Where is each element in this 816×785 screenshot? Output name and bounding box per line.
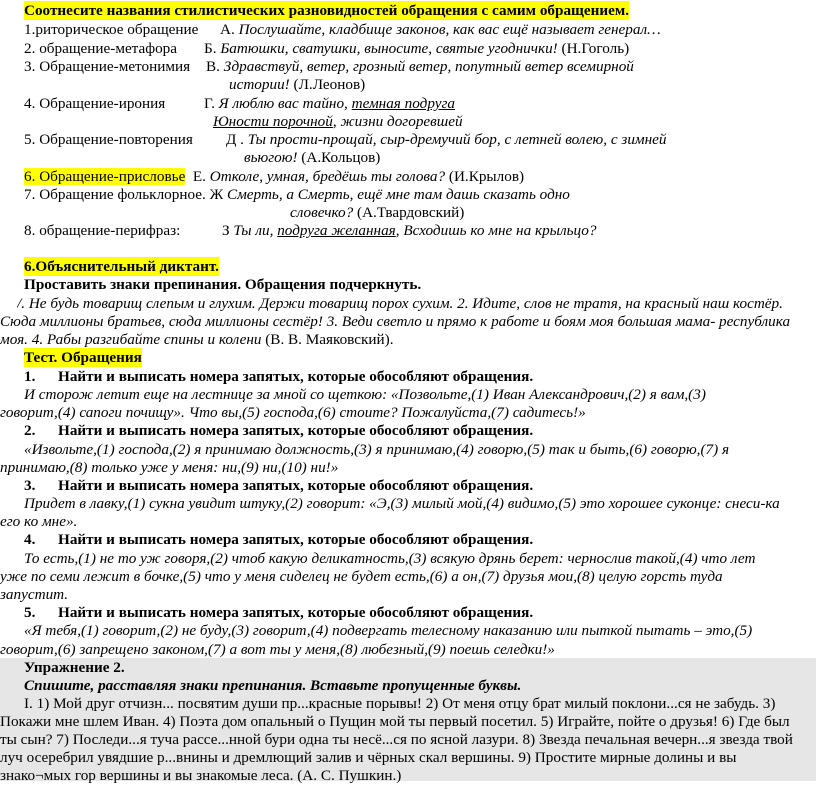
match-example: Отколе, умная, бредёшь ты голова? <box>209 168 446 185</box>
test-task-5 <box>24 603 533 622</box>
match-example: Ты ли, <box>233 222 278 239</box>
match-source: (А.Твардовский) <box>357 204 465 221</box>
test-line: То есть,(1) не то уж говоря,(2) чтоб какую деликатность,(3) всякую дрянь берет: чернослив такой,(4) что лет <box>24 550 756 567</box>
match-example: Батюшки, сватушки, выносите, святые угоднички! <box>220 40 558 57</box>
dictation-task: Проставить знаки препинания. Обращения подчеркнуть. <box>24 276 422 293</box>
test-task: Найти и выписать номера запятых, которые обособляют обращения. <box>58 604 534 621</box>
exercise-task: Спишите, расставляя знаки препинания. Вставьте пропущенные буквы. <box>24 677 522 694</box>
test-task: Найти и выписать номера запятых, которые обособляют обращения. <box>58 368 534 385</box>
match-example: Я люблю вас тайно, <box>218 95 352 112</box>
match-letter: Г. <box>204 95 215 112</box>
match-name: 5. Обращение-повторения <box>24 131 193 148</box>
match-row-7 <box>24 185 570 204</box>
match-example: Послушайте, кладбище законов, как вас ещё называет генерал… <box>238 21 661 38</box>
match-letter: З <box>222 222 230 239</box>
test-line: его ко мне». <box>0 513 78 530</box>
page-title: Соотнесите названия стилистических разновидностей обращения с самим обращением. <box>24 2 629 19</box>
test-num: 4. <box>24 531 36 548</box>
match-letter: В. <box>206 58 220 75</box>
match-row-8 <box>24 221 596 240</box>
test-line: «Извольте,(1) господа,(2) я принимаю должность,(3) я принимаю,(4) говорю,(5) так и быть,(6) говорю,(7) я <box>24 441 730 458</box>
exercise-line: знако¬мых гор вершины и вы знакомые леса. (А. С. Пушкин.) <box>0 767 402 784</box>
match-row-3 <box>24 57 634 76</box>
match-name: 1.риторическое обращение <box>24 21 199 38</box>
test-line: принимаю,(8) только уже у меня: ни,(9) ни,(10) ни!» <box>0 459 339 476</box>
match-name: 2. обращение-метафора <box>24 40 178 57</box>
match-name: 6. Обращение-присловье <box>24 168 186 185</box>
exercise-heading: Упражнение 2. <box>24 659 125 676</box>
match-example-underlined: темная подруга <box>351 95 455 112</box>
exercise-line: I. 1) Мой друг отчизн... посвятим души пр...красные порывы! 2) От меня отцу брат милый поклони...ся не забудь. 3) <box>24 695 776 712</box>
match-row-5-cont <box>244 148 380 167</box>
test-line: говорит,(6) запрещено законом,(7) а вот ты у меня,(8) любезный,(9) поешь селедки!» <box>0 641 555 658</box>
test-num: 2. <box>24 422 36 439</box>
match-example: вьюгою! <box>244 149 298 166</box>
test-task-4 <box>24 530 533 549</box>
dictation-source: (В. В. Маяковский). <box>265 331 394 348</box>
exercise-line: Покажи мне шлем Иван. 4) Поэта дом опальный о Пущин мой ты первый посетил. 5) Играйте, пойте о друзья! 6) Где был <box>0 713 790 730</box>
match-letter: Б. <box>204 40 217 57</box>
match-row-4-cont <box>213 112 463 131</box>
test-num: 3. <box>24 477 36 494</box>
match-example: Здравствуй, ветер, грозный ветер, попутный ветер всемирной <box>223 58 634 75</box>
match-example: , жизни догоревшей <box>332 113 463 130</box>
test-num: 5. <box>24 604 36 621</box>
test-num: 1. <box>24 368 36 385</box>
dictation-heading: 6.Объяснительный диктант. <box>24 258 219 275</box>
match-letter: Ж <box>209 186 224 203</box>
test-line: запустит. <box>0 586 69 603</box>
test-task: Найти и выписать номера запятых, которые обособляют обращения. <box>58 531 534 548</box>
test-task-1 <box>24 367 533 386</box>
dictation-line: /. Не будь товарищ слепым и глухим. Держи товарищ порох сухим. 2. Идите, слов не тратя, на красный наш костёр. <box>17 295 783 312</box>
match-row-7-cont <box>290 203 464 222</box>
match-source: (И.Крылов) <box>448 168 525 185</box>
match-name: 3. Обращение-метонимия <box>24 58 191 75</box>
test-task-2 <box>24 421 533 440</box>
match-example: словечко? <box>290 204 354 221</box>
test-line: Придет в лавку,(1) сукна увидит штуку,(2) говорит: «Э,(3) милый мой,(4) видимо,(5) это хорошее суконце: снеси-ка <box>24 495 780 512</box>
dictation-line: Сюда миллионы братьев, сюда миллионы сестёр! 3. Веди светло и прямо к работе и боям моя большая мама- республика <box>0 313 791 330</box>
match-letter: Е. <box>192 168 206 185</box>
test-task: Найти и выписать номера запятых, которые обособляют обращения. <box>58 422 534 439</box>
match-name: 7. Обращение фольклорное. <box>24 186 206 203</box>
test-line: уже по семи лежит в бочке,(5) что у меня сиделец не будет есть,(6) а он,(7) друзья мои,(8) целую горсть туда <box>0 568 723 585</box>
match-letter: Д . <box>226 131 244 148</box>
match-example: Ты прости-прощай, сыр-дремучий бор, с летней волею, с зимней <box>247 131 667 148</box>
match-example-underlined: подруга желанная <box>277 222 396 239</box>
test-heading: Тест. Обращения <box>24 349 142 366</box>
exercise-line: луч осеребрил увядшие р...внины и дремлющий залив и чёрных скал вершины. 9) Простите мирные долины и вы <box>0 749 737 766</box>
dictation-line-last <box>0 330 394 349</box>
test-task-3 <box>24 476 533 495</box>
match-letter: А. <box>220 21 235 38</box>
match-name: 8. обращение-перифраз: <box>24 222 181 239</box>
test-line: «Я тебя,(1) говорит,(2) не буду,(3) говорит,(4) подвергать телесному наказанию или пыткой пытать – это,(5) <box>24 622 753 639</box>
match-row-5 <box>24 130 666 149</box>
dictation-text: моя. 4. Рабы разгибайте спины и колени <box>0 331 262 348</box>
match-source: (Н.Гоголь) <box>561 40 630 57</box>
match-name: 4. Обращение-ирония <box>24 95 166 112</box>
match-row-1 <box>24 20 661 39</box>
match-row-2 <box>24 39 629 58</box>
test-line: И сторож летит еще на лестнице за мной со щеткою: «Позвольте,(1) Иван Александрович,(2) я вам,(3) <box>24 386 706 403</box>
exercise-section <box>0 658 816 784</box>
match-row-3-cont <box>229 75 365 94</box>
test-task: Найти и выписать номера запятых, которые обособляют обращения. <box>58 477 534 494</box>
test-line: говорит,(4) сапоги почищу». Что вы,(5) господа,(6) стоите? Пожалуйста,(7) садитесь!» <box>0 404 586 421</box>
match-example: , Всходишь ко мне на крыльцо? <box>395 222 597 239</box>
match-example: Смерть, а Смерть, ещё мне там дашь сказать одно <box>226 186 570 203</box>
match-row-4 <box>24 94 455 113</box>
match-source: (Л.Леонов) <box>293 76 366 93</box>
match-row-6 <box>24 167 524 186</box>
match-source: (А.Кольцов) <box>301 149 381 166</box>
match-example-underlined: Юности порочной <box>213 113 333 130</box>
exercise-line: ты сын? 7) Последи...я туча рассе...нной бури одна ты несё...ся по ясной лазури. 8) Звезда печальная вечерн...я звезда твой <box>0 731 793 748</box>
match-example: истории! <box>229 76 290 93</box>
